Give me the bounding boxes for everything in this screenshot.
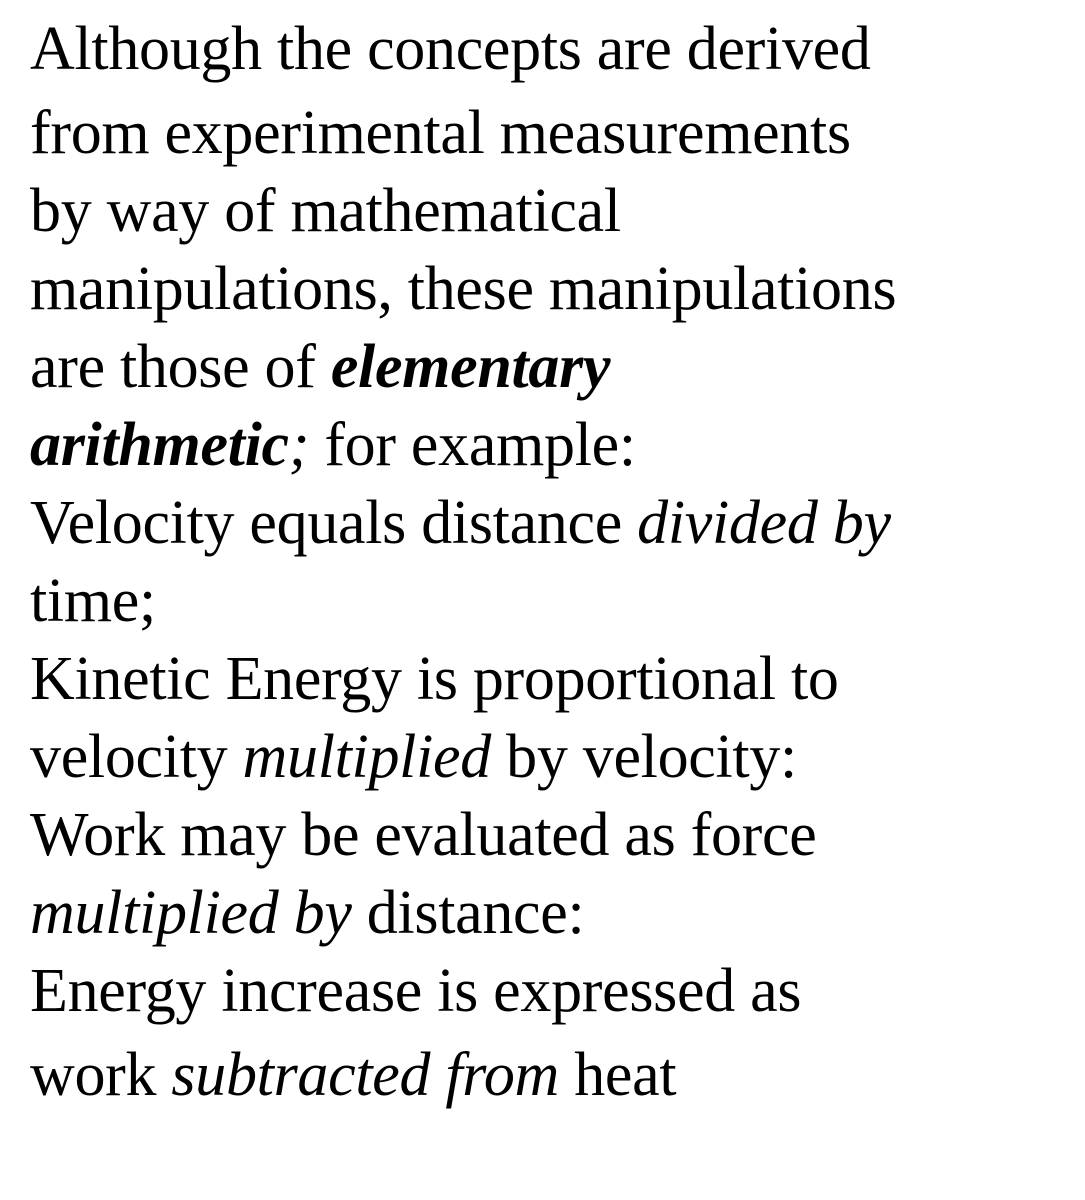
text-line [30, 952, 1080, 1030]
text-run: work [30, 1041, 172, 1109]
text-line [30, 10, 1080, 94]
emphasis-text: arithmetic [30, 411, 289, 479]
text-run: velocity [30, 723, 243, 791]
text-run: Work may be evaluated as force [30, 801, 817, 869]
text-line [30, 796, 1080, 874]
text-run: are those of [30, 333, 331, 401]
text-run: Kinetic Energy is proportional to [30, 645, 839, 713]
italic-text: multiplied by [30, 879, 352, 947]
italic-text: ; [288, 411, 310, 479]
text-run: Energy increase is expressed as [30, 957, 802, 1025]
text-run: Velocity equals distance [30, 489, 638, 557]
text-run: by velocity: [490, 723, 797, 791]
body-text [30, 10, 1080, 1112]
text-line [30, 484, 1080, 562]
text-run: from experimental measurements [30, 99, 851, 167]
text-line [30, 406, 1080, 484]
text-run: manipulations, these manipulations [30, 255, 897, 323]
text-line [30, 718, 1080, 796]
text-line [30, 94, 1080, 172]
italic-text: divided by [637, 489, 891, 557]
text-line [30, 250, 1080, 328]
text-line [30, 874, 1080, 952]
text-run: by way of mathematical [30, 177, 621, 245]
text-line [30, 640, 1080, 718]
emphasis-text: elementary [330, 333, 611, 401]
italic-text: subtracted from [171, 1041, 559, 1109]
text-run: Although the concepts are derived [30, 15, 871, 83]
text-run: heat [559, 1041, 677, 1109]
text-run: for example: [309, 411, 636, 479]
text-run: distance: [351, 879, 585, 947]
italic-text: multiplied [242, 723, 491, 791]
text-run: time; [30, 567, 156, 635]
text-line [30, 172, 1080, 250]
text-line [30, 328, 1080, 406]
text-line [30, 1030, 1080, 1112]
text-line [30, 562, 1080, 640]
